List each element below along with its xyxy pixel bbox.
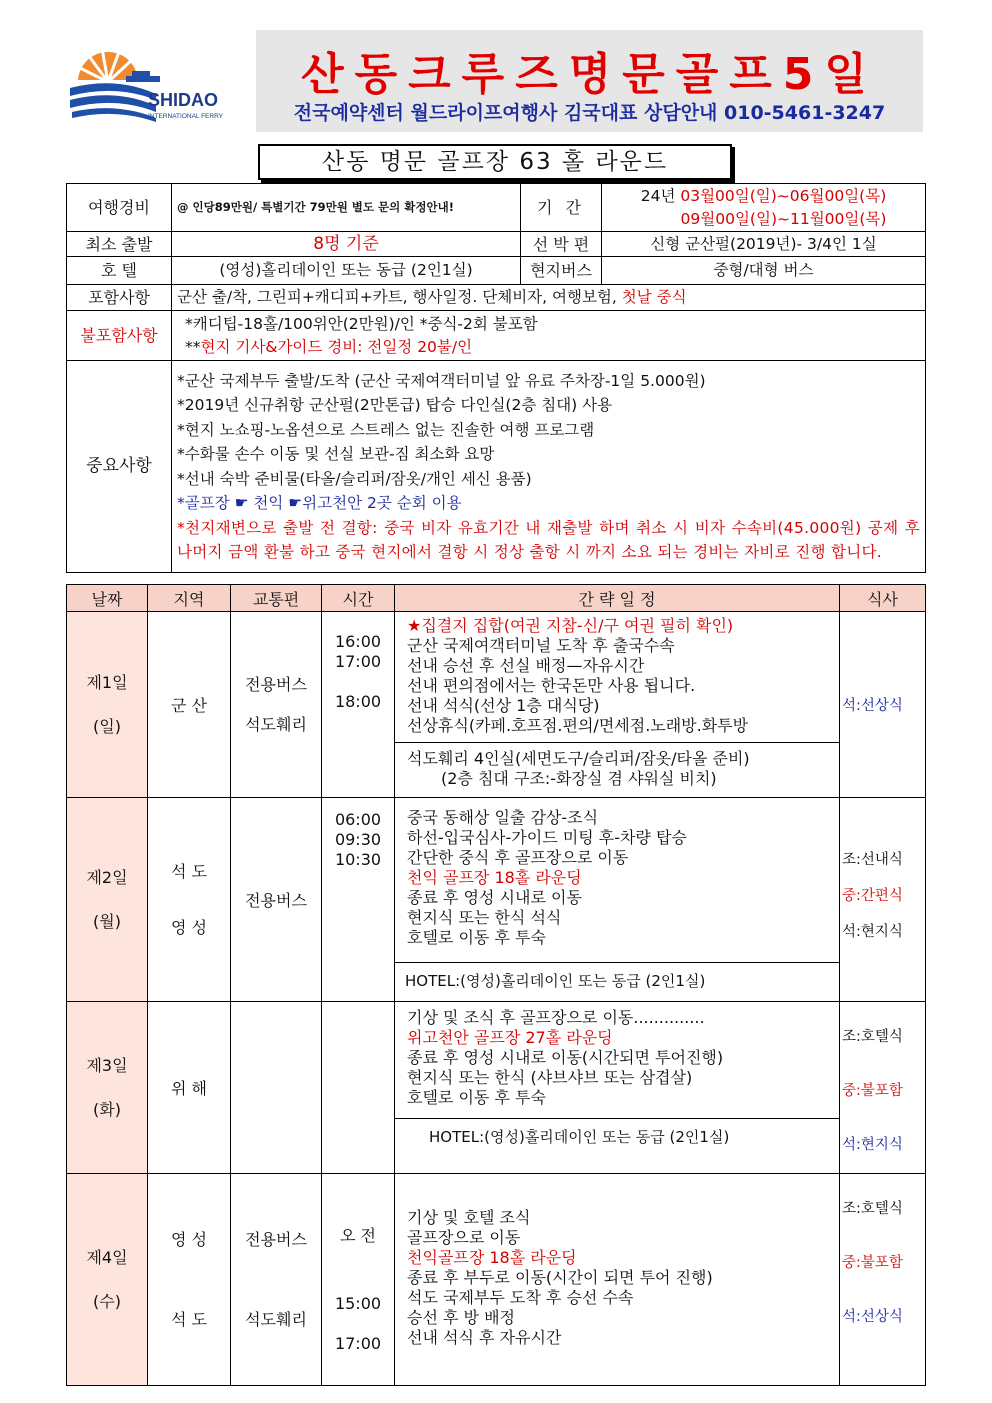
logo-text: SHIDAO [148,90,219,110]
day4-golf-line: 천익골프장 18홀 라운딩 [407,1248,577,1267]
day2-row [67,798,926,1002]
day1-line-1: ★집결지 집합(여권 지참-신/구 여권 필히 확인) [407,616,734,635]
day4-line-5: 석도 국제부두 도착 후 승선 수속 [407,1288,634,1307]
hotel-value: (영성)홀리데이인 또는 동급 (2인1실) [172,257,521,285]
day1-room-line-2: (2층 침대 구조:-화장실 겸 샤워실 비치) [441,769,717,788]
excluded-label: 불포함사항 [67,311,172,361]
day2-date-label: 제2일 [86,867,128,887]
important-value [172,361,926,573]
col-transport: 교통편 [231,585,322,612]
page-title: 산동크루즈명문골프5일 [301,49,878,100]
important-line-3: *현지 노쇼핑-노옵션으로 스트레스 없는 진솔한 여행 프로그램 [177,420,595,439]
day4-time-3: 17:00 [334,1334,382,1353]
day1-date-label: 제1일 [86,672,128,692]
day2-meal-breakfast: 조:선내식 [842,852,903,868]
day1-meal-dinner: 석:선상식 [842,698,903,714]
day2-meals [840,798,926,1002]
round-banner: 산동 명문 골프장 63 홀 라운드 [258,144,732,180]
day1-time-2: 17:00 [334,652,382,671]
day3-line-4: 현지식 또는 한식 (샤브샤브 또는 삼겹살) [407,1068,693,1087]
important-line-2: *2019년 신규취항 군산펄(2만톤급) 탑승 다인실(2층 침대) 사용 [177,396,613,414]
day4-line-4: 종료 후 부두로 이동(시간이 되면 투어 진행) [407,1268,713,1287]
day2-line-7: 호텔로 이동 후 투숙 [407,928,546,947]
day2-line-2: 하선-입국심사-가이드 미팅 후-차량 탑승 [407,828,687,847]
period-year: 24년 [640,186,681,205]
included-value [172,285,926,311]
day4-date-label: 제4일 [86,1247,128,1267]
contact-subtitle: 전국예약센터 월드라이프여행사 김국대표 상담안내 010-5461-3247 [293,102,886,124]
cost-label: 여행경비 [67,184,172,232]
day2-region [148,798,231,1002]
day4-meals [840,1174,926,1386]
day1-row [67,612,926,798]
included-red-text: 첫날 중식 [621,288,687,306]
day2-transport: 전용버스 [231,798,322,1002]
day3-itinerary [395,1002,840,1174]
day2-region-1: 석 도 [171,861,207,881]
day2-meal-dinner: 석:현지식 [842,924,903,940]
day4-line-1: 기상 및 호텔 조식 [407,1208,531,1227]
day4-transport [231,1174,322,1386]
day1-room-line-1: 석도훼리 4인실(세면도구/슬리퍼/잠옷/타올 준비) [407,749,750,768]
col-meal: 식사 [840,585,926,612]
hotel-label: 호 텔 [67,257,172,285]
day2-region-2: 영 성 [171,917,207,937]
bus-value: 중형/대형 버스 [602,257,926,285]
bus-label: 현지버스 [521,257,602,285]
day1-region: 군 산 [148,612,231,798]
important-line-1: *군산 국제부두 출발/도착 (군산 국제여객터미널 앞 유료 주차장-1일 5.000원) [177,371,706,390]
important-cancel-note: *천지재변으로 출발 전 결항: 중국 비자 유효기간 내 재출발 하며 취소 시 비자 수속비(45.000원) 공제 후 나머지 금액 환불 하고 중국 현지에서 결항 시 정상 출항 시 까지 소요 되는 경비는 자비로 진행 합니다. [177,518,920,561]
day2-times [322,798,395,1002]
excluded-star: ** [185,337,201,356]
day3-line-5: 호텔로 이동 후 투숙 [407,1088,546,1107]
day1-date [67,612,148,798]
day4-region [148,1174,231,1386]
day4-row [67,1174,926,1386]
day3-meals [840,1002,926,1174]
day2-line-1: 중국 동해상 일출 감상-조식 [407,808,599,827]
day3-times [322,1002,395,1174]
col-itinerary: 간 략 일 정 [395,585,840,612]
day3-transport [231,1002,322,1174]
min-value: 8명 기준 [172,232,521,257]
day1-line-2: 군산 국제여객터미널 도착 후 출국수속 [407,636,675,655]
day1-weekday: (일) [93,716,121,736]
day2-weekday: (월) [93,911,121,931]
day3-date [67,1002,148,1174]
min-label: 최소 출발 [67,232,172,257]
day1-transport-bus: 전용버스 [245,674,307,694]
ship-value: 신형 군산펄(2019년)- 3/4인 1실 [602,232,926,257]
day3-meal-dinner: 석:현지식 [842,1137,903,1153]
day2-hotel: HOTEL:(영성)홀리데이인 또는 동급 (2인1실) [405,972,706,990]
important-golf-line: *골프장 ☛ 천익 ☛위고천안 2곳 순회 이용 [177,494,462,512]
day2-time-1: 06:00 [334,810,382,829]
period-value [602,184,926,232]
excluded-value [172,311,926,361]
day1-line-5: 선내 석식(선상 1층 대식당) [407,696,600,715]
cost-value: @ 인당89만원/ 특별기간 79만원 별도 문의 확정안내! [172,184,521,232]
day1-line-4: 선내 편의점에서는 한국돈만 사용 됩니다. [407,676,696,695]
info-table [66,183,926,573]
excluded-line-1: *캐디팁-18홀/100위안(2만원)/인 *중식-2회 불포함 [185,314,538,333]
day4-line-2: 골프장으로 이동 [407,1228,521,1247]
day2-meal-lunch: 중:간편식 [842,888,903,904]
col-region: 지역 [148,585,231,612]
day3-line-1: 기상 및 조식 후 골프장으로 이동.............. [407,1008,705,1027]
excluded-line-2: 현지 기사&가이드 경비: 전일정 20불/인 [200,337,473,356]
schedule-table [66,584,926,1386]
day1-itinerary [395,612,840,798]
period-range-2: 09월00일(일)~11월00일(목) [680,209,887,228]
day4-meal-lunch: 중:불포함 [842,1255,903,1271]
day3-date-label: 제3일 [86,1055,128,1075]
day4-time-am: 오 전 [340,1226,376,1245]
important-line-4: *수화물 손수 이동 및 선실 보관-짐 최소화 요망 [177,445,495,463]
included-label: 포함사항 [67,285,172,311]
day2-line-6: 현지식 또는 한식 석식 [407,908,562,927]
day2-golf-line: 천익 골프장 18홀 라운딩 [407,868,582,887]
day4-meal-dinner: 석:선상식 [842,1309,903,1325]
day4-weekday: (수) [93,1291,121,1311]
day4-transport-bus: 전용버스 [245,1229,307,1249]
day2-time-3: 10:30 [334,850,382,869]
day3-meal-lunch: 중:불포함 [842,1083,903,1099]
day2-itinerary [395,798,840,1002]
included-text: 군산 출/착, 그린피+캐디피+카트, 행사일정. 단체비자, 여행보험, [177,288,622,306]
day1-transport [231,612,322,798]
day4-line-7: 선내 석식 후 자유시간 [407,1328,562,1347]
day4-time-2: 15:00 [334,1294,382,1313]
day4-region-1: 영 성 [171,1229,207,1249]
day1-meals [840,612,926,798]
day3-hotel: HOTEL:(영성)홀리데이인 또는 동급 (2인1실) [429,1128,730,1146]
day3-region: 위 해 [148,1002,231,1174]
day4-times [322,1174,395,1386]
day2-line-5: 종료 후 영성 시내로 이동 [407,888,582,907]
period-label: 기 간 [521,184,602,232]
day1-transport-ferry: 석도훼리 [245,714,307,734]
period-range-1: 03월00일(일)~06월00일(목) [680,186,887,205]
day4-region-2: 석 도 [171,1309,207,1329]
day1-line-6: 선상휴식(카페.호프점.편의/면세점.노래방.화투방 [407,716,749,735]
shidao-logo [66,36,226,132]
day2-line-3: 간단한 중식 후 골프장으로 이동 [407,848,629,867]
important-line-5: *선내 숙박 준비물(타올/슬리퍼/잠옷/개인 세신 용품) [177,469,532,488]
col-time: 시간 [322,585,395,612]
day4-transport-ferry: 석도훼리 [245,1309,307,1329]
day1-times [322,612,395,798]
day4-line-6: 승선 후 방 배정 [407,1308,515,1327]
day3-golf-line: 위고천안 골프장 27홀 라운딩 [407,1028,613,1047]
day3-row [67,1002,926,1174]
day1-time-3: 18:00 [334,692,382,711]
day3-weekday: (화) [93,1099,121,1119]
day3-line-3: 종료 후 영성 시내로 이동(시간되면 투어진행) [407,1048,724,1067]
day2-date [67,798,148,1002]
col-date: 날짜 [67,585,148,612]
day1-line-3: 선내 승선 후 선실 배정—자유시간 [407,656,645,675]
day4-itinerary [395,1174,840,1386]
ship-label: 선 박 편 [521,232,602,257]
day2-time-2: 09:30 [334,830,382,849]
day1-time-1: 16:00 [334,632,382,651]
day4-date [67,1174,148,1386]
logo-subtext: INTERNATIONAL FERRY [148,113,224,120]
important-label: 중요사항 [67,361,172,573]
day3-meal-breakfast: 조:호텔식 [842,1029,903,1045]
day4-meal-breakfast: 조:호텔식 [842,1201,903,1217]
